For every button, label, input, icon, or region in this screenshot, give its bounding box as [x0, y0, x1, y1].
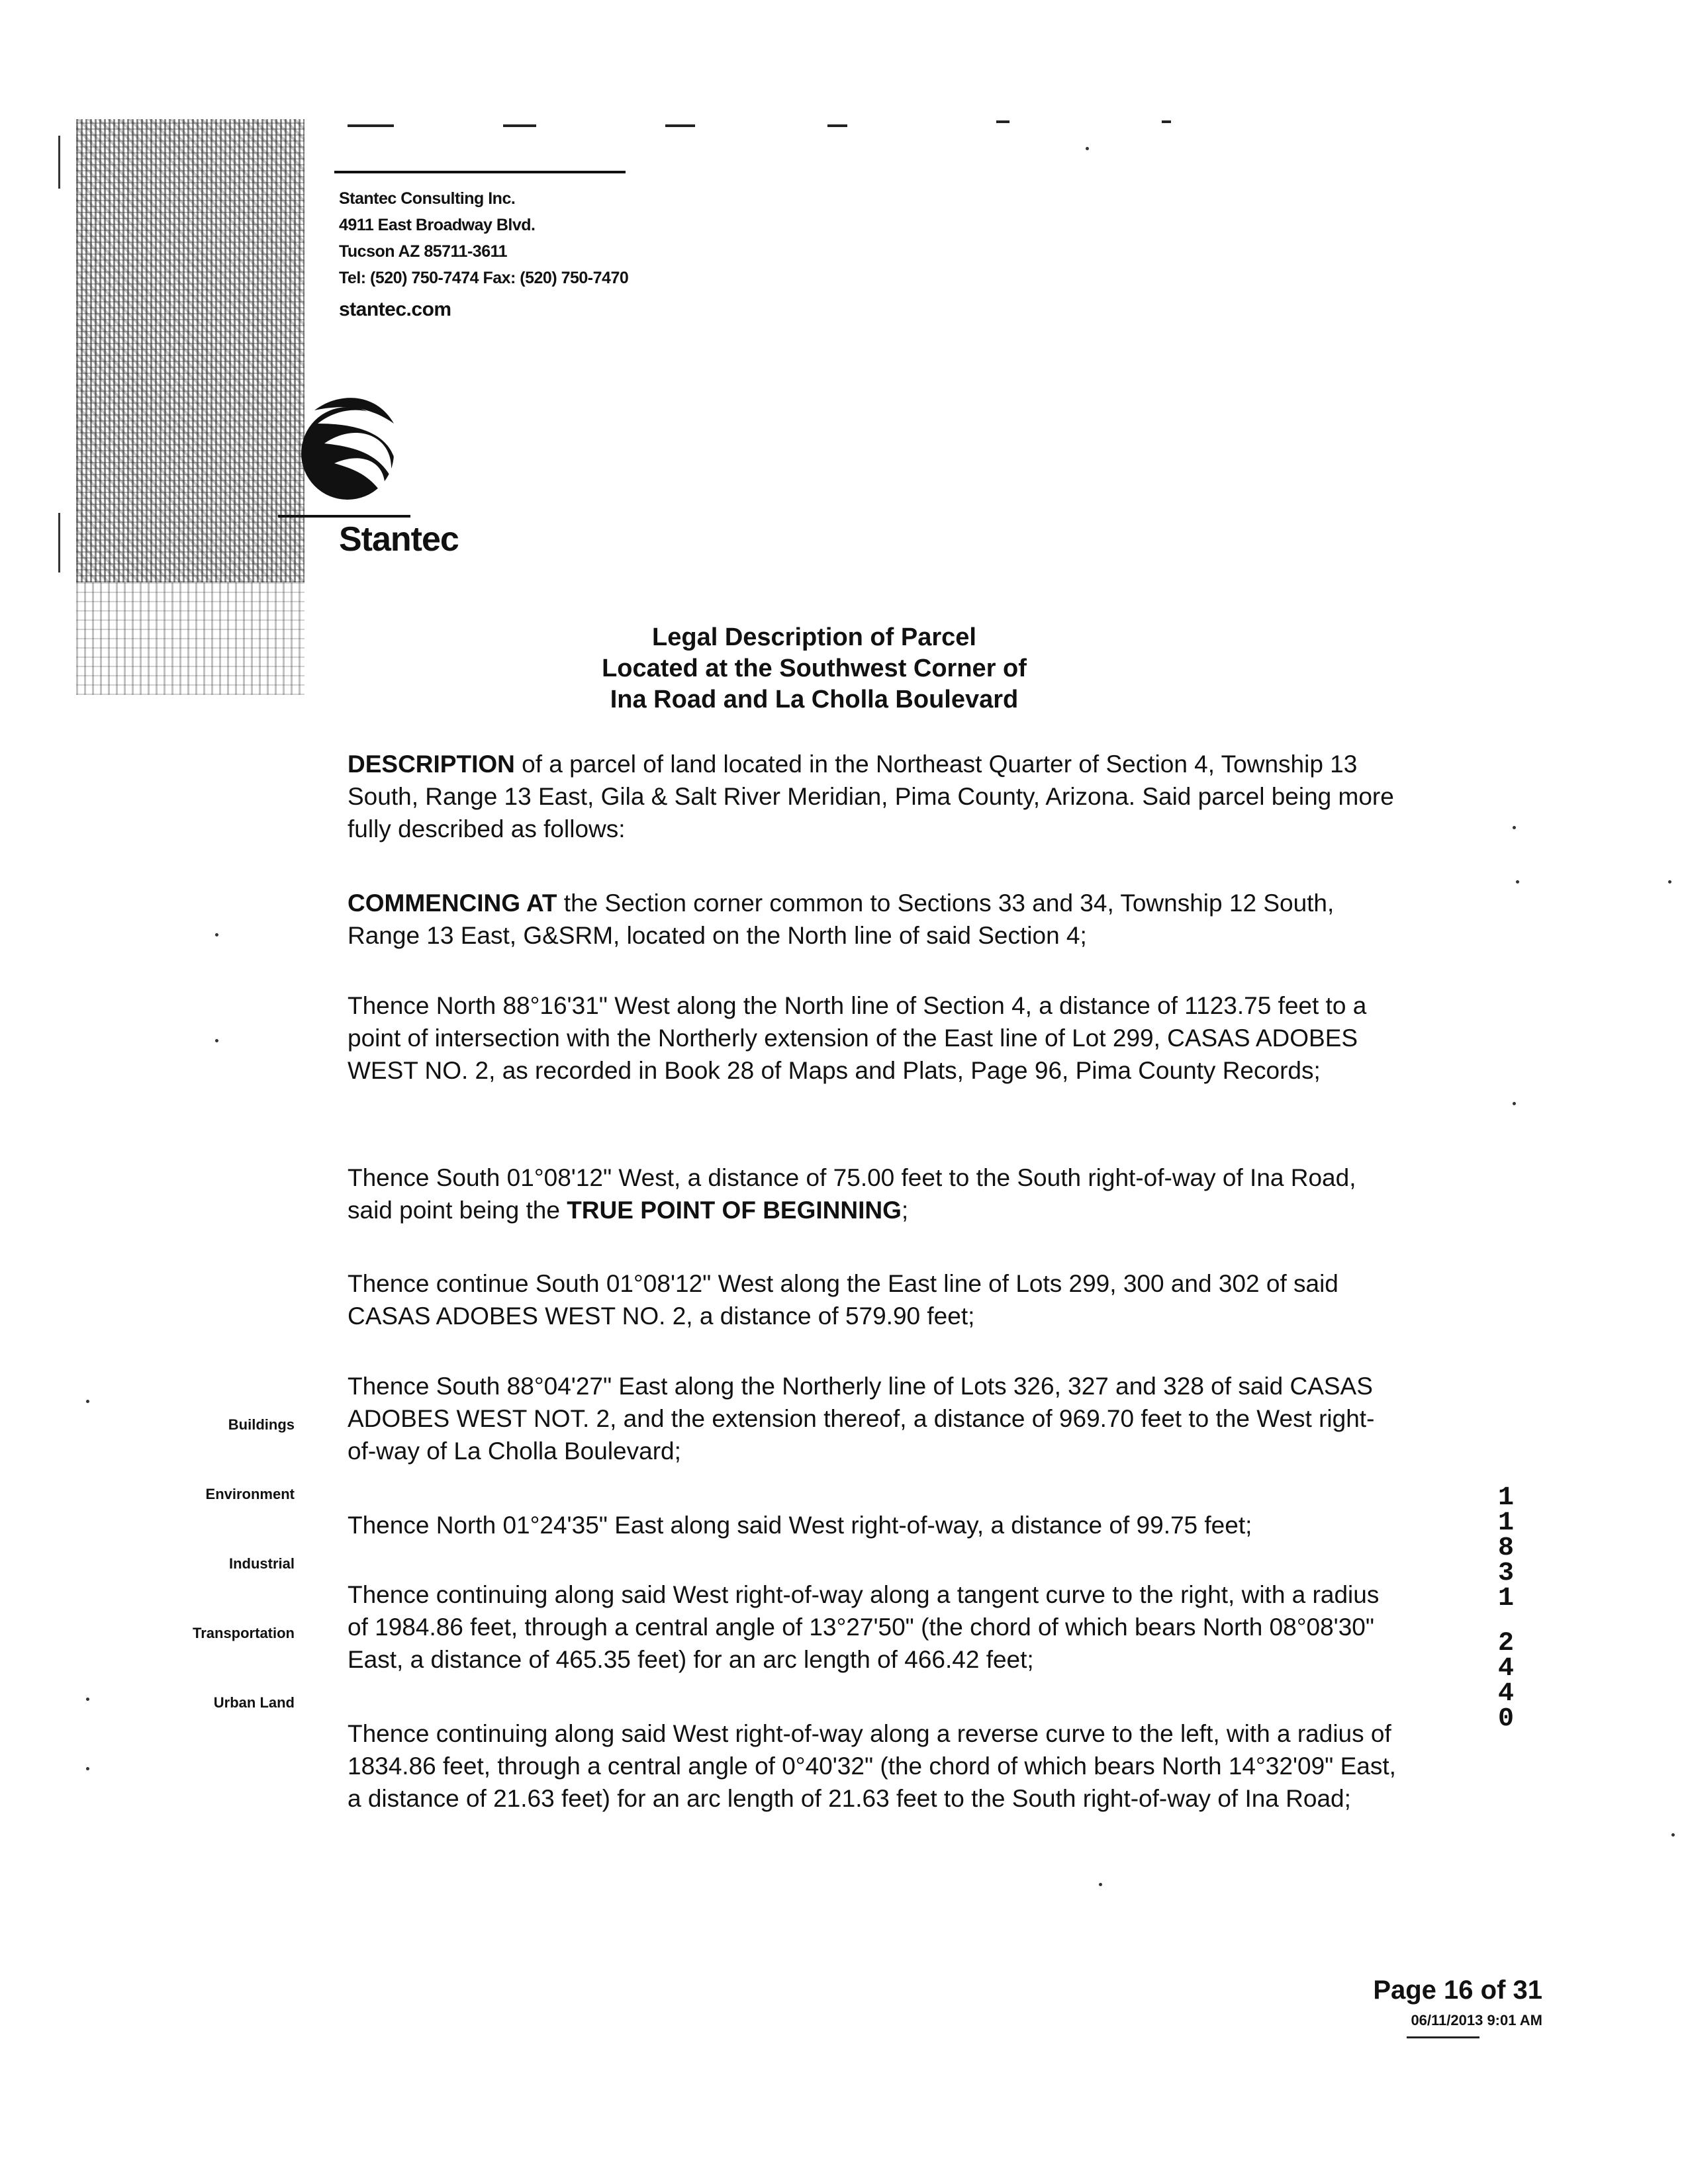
stamp-digit: 4 — [1497, 1654, 1514, 1684]
stamp-digit: 1 — [1497, 1508, 1514, 1538]
scan-speck — [86, 1767, 89, 1770]
stamp-digit: 3 — [1497, 1559, 1514, 1588]
company-phone: Tel: (520) 750-7474 Fax: (520) 750-7470 — [339, 269, 629, 287]
scan-speck — [1516, 880, 1519, 884]
paragraph-description — [348, 748, 1400, 845]
header-rule — [334, 171, 626, 173]
scan-speck — [1513, 826, 1516, 829]
sidebar-label-buildings: Buildings — [228, 1416, 295, 1433]
scan-dash — [1162, 120, 1171, 123]
stamp-digit: 4 — [1497, 1679, 1514, 1709]
paragraph-text: Thence North 88°16'31" West along the North line of Section 4, a distance of 1123.75 feet to a point of intersection with the Northerly extension of the East line of Lot 299, CASAS ADOBES WEST NO. 2, as recorded in Book 28 of Maps and Plats, Page 96, Pima County Records; — [348, 992, 1367, 1084]
scan-speck — [1099, 1883, 1102, 1886]
document-stamp-number — [1493, 1483, 1519, 1734]
company-website: stantec.com — [339, 298, 451, 320]
timestamp-rule — [1407, 2036, 1479, 2038]
scan-margin-line — [58, 136, 60, 189]
paragraph-course — [348, 1717, 1400, 1815]
stamp-digit: 1 — [1497, 1483, 1514, 1513]
stamp-digit: 2 — [1497, 1629, 1514, 1659]
page-number: Page 16 of 31 — [1373, 1976, 1542, 2005]
stantec-logo-icon — [278, 384, 410, 516]
paragraph-course — [348, 1161, 1400, 1226]
paragraph-text: Thence continuing along said West right-of-way along a reverse curve to the left, with a radius of 1834.86 feet, through a central angle of 0°40'32" (the chord of which bears North 14°32'09" East, a distance of 21.63 feet) for an arc length of 21.63 feet to the South right-of-way of Ina Road; — [348, 1720, 1396, 1812]
scan-speck — [86, 1698, 89, 1701]
paragraph-text: ; — [901, 1197, 909, 1224]
brand-wordmark: Stantec — [339, 520, 459, 559]
paragraph-text: Thence South 88°04'27" East along the Northerly line of Lots 326, 327 and 328 of said CASAS ADOBES WEST NOT. 2, and the extension thereof, a distance of 969.70 feet to the West right-of-way of La Cholla Boulevard; — [348, 1373, 1375, 1465]
scan-margin-line — [58, 513, 60, 572]
paragraph-course — [348, 1370, 1400, 1467]
sidebar-label-transportation: Transportation — [192, 1625, 295, 1641]
paragraph-text: Thence South 01°08'12" West, a distance of 75.00 feet to the South right-of-way of Ina Road, said point being the — [348, 1164, 1356, 1224]
scan-noise-block — [76, 582, 305, 695]
title-line: Legal Description of Parcel — [652, 623, 976, 651]
sidebar-label-industrial: Industrial — [228, 1555, 295, 1572]
sidebar-label-environment: Environment — [205, 1486, 295, 1502]
scan-speck — [215, 1039, 218, 1042]
scan-dash — [827, 124, 847, 127]
paragraph-course — [348, 989, 1400, 1087]
stamp-digit: 8 — [1497, 1533, 1514, 1563]
title-line: Ina Road and La Cholla Boulevard — [610, 686, 1019, 713]
document-title — [516, 622, 1112, 715]
paragraph-text: Thence continue South 01°08'12" West along the East line of Lots 299, 300 and 302 of said CASAS ADOBES WEST NO. 2, a distance of 579.90 feet; — [348, 1270, 1338, 1330]
paragraph-commencing — [348, 887, 1400, 952]
scan-dash — [996, 120, 1009, 123]
title-line: Located at the Southwest Corner of — [602, 655, 1027, 682]
paragraph-text: of a parcel of land located in the Northeast Quarter of Section 4, Township 13 South, Range 13 East, Gila & Salt River Meridian, Pima County, Arizona. Said parcel being more fully described as follows: — [348, 751, 1394, 842]
paragraph-text: the Section corner common to Sections 33 and 34, Township 12 South, Range 13 East, G&SRM, located on the North line of said Section 4; — [348, 889, 1335, 949]
paragraph-text: Thence continuing along said West right-of-way along a tangent curve to the right, with a radius of 1984.86 feet, through a central angle of 13°27'50" (the chord of which bears North 08°08'30" East, a distance of 465.35 feet) for an arc length of 466.42 feet; — [348, 1581, 1380, 1673]
scan-speck — [1671, 1833, 1675, 1837]
company-city: Tucson AZ 85711-3611 — [339, 242, 508, 261]
paragraph-lead: DESCRIPTION — [348, 751, 515, 778]
paragraph-course — [348, 1267, 1400, 1332]
sidebar-label-urban-land: Urban Land — [213, 1694, 295, 1711]
paragraph-text: Thence North 01°24'35" East along said West right-of-way, a distance of 99.75 feet; — [348, 1512, 1252, 1539]
print-timestamp: 06/11/2013 9:01 AM — [1411, 2012, 1542, 2028]
logo-rule — [278, 515, 410, 518]
stamp-digit: 1 — [1497, 1584, 1514, 1614]
scan-speck — [215, 933, 218, 936]
company-street: 4911 East Broadway Blvd. — [339, 216, 536, 234]
scan-speck — [1086, 147, 1089, 150]
paragraph-course — [348, 1509, 1400, 1541]
paragraph-course — [348, 1578, 1400, 1676]
true-point-of-beginning: TRUE POINT OF BEGINNING — [567, 1197, 902, 1224]
scan-noise-block — [76, 119, 305, 582]
scan-speck — [1668, 880, 1671, 884]
scan-speck — [1513, 1102, 1516, 1105]
scan-dash — [348, 124, 394, 127]
stamp-digit: 0 — [1497, 1704, 1514, 1734]
scan-speck — [86, 1400, 89, 1403]
company-name: Stantec Consulting Inc. — [339, 189, 516, 208]
paragraph-lead: COMMENCING AT — [348, 889, 557, 917]
scan-dash — [665, 124, 695, 127]
scan-dash — [503, 124, 536, 127]
